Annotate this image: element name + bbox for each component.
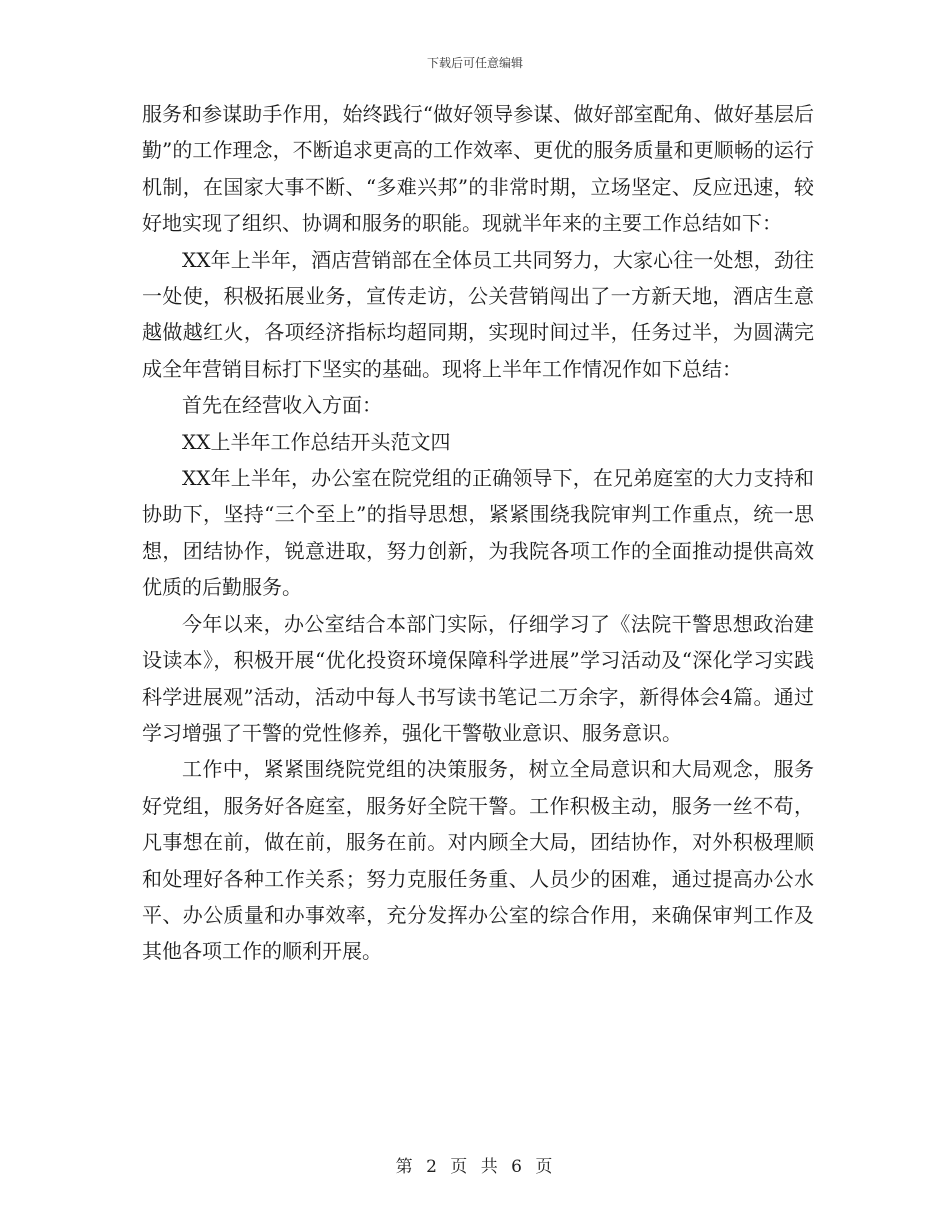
paragraph-2: XX年上半年，酒店营销部在全体员工共同努力，大家心往一处想，劲往一处使，积极拓展业务，宣传走访，公关营销闯出了一方新天地，酒店生意越做越红火，各项经济指标均超同期，实现时间过半，任务过半，为圆满完成全年营销目标打下坚实的基础。现将上半年工作情况作如下总结： bbox=[142, 247, 814, 381]
paragraph-6: 工作中，紧紧围绕院党组的决策服务，树立全局意识和大局观念，服务好党组，服务好各庭室，服务好全院干警。工作积极主动，服务一丝不苟，凡事想在前，做在前，服务在前。对内顾全大局，团结协作，对外积极理顺和处理好各种工作关系；努力克服任务重、人员少的困难，通过提高办公水平、办公质量和办事效率，充分发挥办公室的综合作用，来确保审判工作及其他各项工作的顺利开展。 bbox=[142, 757, 814, 964]
paragraph-1: 服务和参谋助手作用，始终践行“做好领导参谋、做好部室配角、做好基层后勤”的工作理念，不断追求更高的工作效率、更优的服务质量和更顺畅的运行机制，在国家大事不断、“多难兴邦”的非常时期，立场坚定、反应迅速，较好地实现了组织、协调和服务的职能。现就半年来的主要工作总结如下： bbox=[142, 102, 814, 236]
paragraph-4: XX年上半年，办公室在院党组的正确领导下，在兄弟庭室的大力支持和协助下，坚持“三个至上”的指导思想，紧紧围绕我院审判工作重点，统一思想，团结协作，锐意进取，努力创新，为我院各项工作的全面推动提供高效优质的后勤服务。 bbox=[142, 466, 814, 600]
document-body bbox=[142, 96, 814, 970]
paragraph-3: 首先在经营收入方面： bbox=[182, 393, 382, 418]
page-number: 第 2 页 共 6 页 bbox=[395, 1157, 555, 1177]
paragraph-5: 今年以来，办公室结合本部门实际，仔细学习了《法院干警思想政治建设读本》，积极开展“优化投资环境保障科学进展”学习活动及“深化学习实践科学进展观”活动，活动中每人书写读书笔记二万余字，新得体会4篇。通过学习增强了干警的党性修养，强化干警敬业意识、服务意识。 bbox=[142, 611, 814, 745]
page-header: 下载后可任意编辑 bbox=[426, 56, 523, 70]
section-heading: XX上半年工作总结开头范文四 bbox=[182, 429, 451, 454]
